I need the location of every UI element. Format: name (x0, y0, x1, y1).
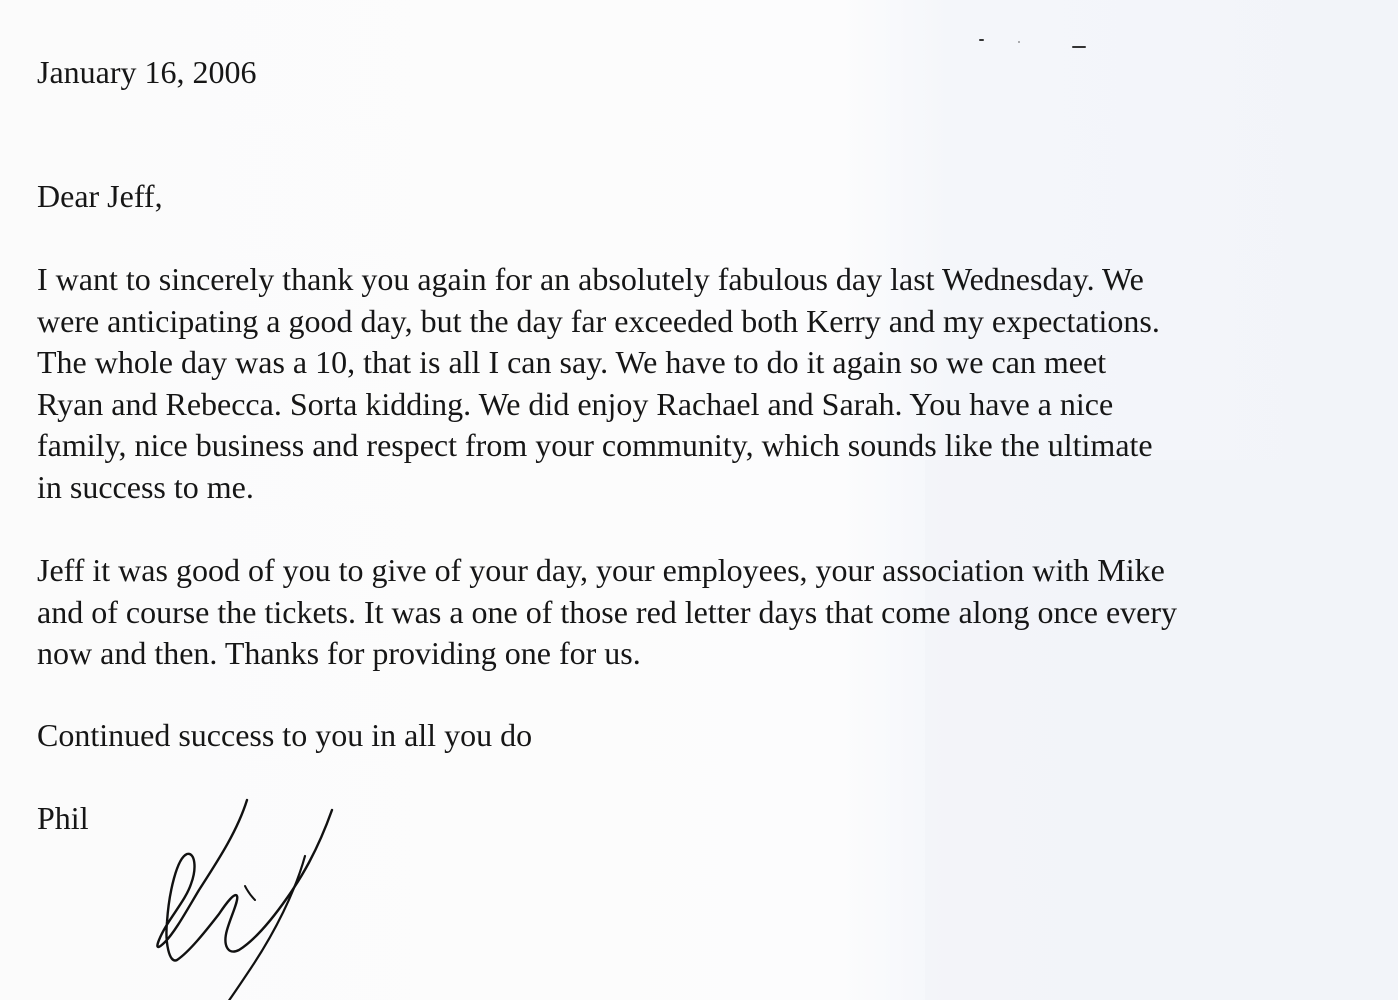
closing-line: Continued success to you in all you do (37, 717, 533, 753)
paragraph-line: I want to sincerely thank you again for an absolutely fabulous day last Wednesday. We (37, 261, 1144, 297)
paragraph-line: Jeff it was good of you to give of your day, your employees, your association with Mike (37, 552, 1165, 588)
paragraph-line: The whole day was a 10, that is all I can say. We have to do it again so we can meet (37, 344, 1107, 380)
paragraph-2 (37, 550, 1367, 675)
scan-speck (1018, 41, 1020, 43)
salutation: Dear Jeff, (37, 178, 163, 214)
paragraph-line: in success to me. (37, 468, 254, 505)
handwritten-signature (147, 792, 347, 1000)
paragraph-line: now and then. Thanks for providing one for us. (37, 635, 641, 671)
paragraph-line: family, nice business and respect from your community, which sounds like the ultimate (37, 427, 1153, 463)
scan-speck (979, 39, 984, 41)
paragraph-line: and of course the tickets. It was a one of those red letter days that come along once every (37, 593, 1178, 630)
paragraph-line: Ryan and Rebecca. Sorta kidding. We did enjoy Rachael and Sarah. You have a nice (37, 385, 1114, 422)
paragraph-line: were anticipating a good day, but the day far exceeded both Kerry and my expectations. (37, 302, 1160, 339)
scan-speck (1072, 46, 1086, 48)
signer-name: Phil (37, 800, 89, 836)
paragraph-1 (37, 259, 1367, 508)
scan-shading (925, 460, 1398, 1000)
letter-date: January 16, 2006 (37, 54, 257, 90)
